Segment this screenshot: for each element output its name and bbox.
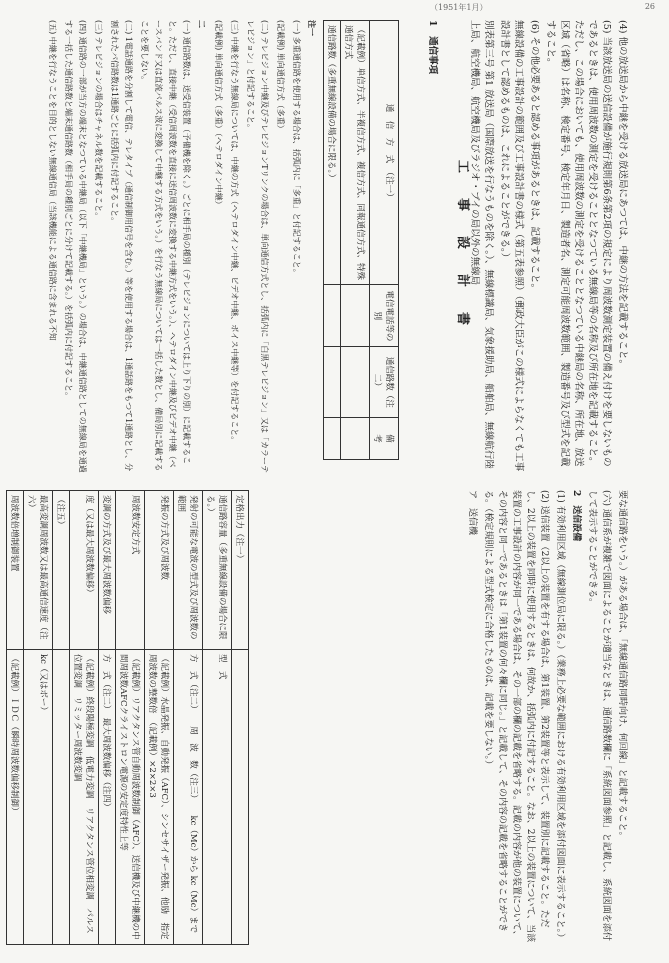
note-line: (一) 通信路数は、送受信装置（予備機を除く。）ごとに相手局の種別（テレビジョンについては上り下りの別）に記載すること。ただし、直接中継（受信周波数を直接に送信周波数に変換する中継方式をいう。）、ヘテロダイン中継及びビデオ中継（ベースバンド又は直流パルス波に変換して中継する方式をいう。）を行なう無線局については一括した数とし、備局別に記載することを要しない。 bbox=[140, 20, 191, 472]
right-block-text bbox=[465, 20, 629, 475]
note-line: (三) テレビジョンの場合はチャネル数を記載すること。 bbox=[94, 20, 103, 221]
comm-table bbox=[323, 20, 399, 460]
comm-th-3: 備 考 bbox=[370, 418, 399, 460]
left-block-text bbox=[463, 490, 629, 945]
notes-label: 注一 bbox=[307, 20, 317, 36]
item-4: (4) 他の放送局から中継を受ける放送局にあつては、中継の方法を記載すること。 bbox=[617, 20, 628, 369]
note-line: (一) 多重通信路を使用する場合は、括弧内に「多重」と付記すること。 bbox=[292, 20, 301, 277]
section-2-a: ア 送信機 bbox=[467, 490, 477, 536]
tx-label: 周波数倍増制御装置 bbox=[7, 491, 24, 650]
table-row bbox=[145, 491, 174, 945]
table-row bbox=[203, 491, 232, 945]
tx-label: 周波数安定方式 bbox=[116, 491, 145, 650]
tx-value: （記載例）ＩＤＣ（瞬時周波数偏移制御） bbox=[7, 650, 24, 945]
comm-cell: （記載例）単信方式、半複信方式、複信方式、同報通信方式、特殊通信方式 bbox=[341, 21, 370, 285]
table-row bbox=[116, 491, 145, 945]
transmitter-table bbox=[6, 490, 249, 945]
table-row bbox=[24, 491, 53, 945]
tx-value bbox=[232, 650, 249, 945]
table-row bbox=[232, 491, 249, 945]
table-row bbox=[341, 21, 370, 460]
header-date: （1951年1月） bbox=[430, 3, 488, 12]
comm-cell bbox=[341, 347, 370, 418]
doc-title: 工 事 設 計 書 bbox=[455, 160, 470, 332]
comm-cell bbox=[341, 285, 370, 347]
comm-th-0: 通 信 方 式 （注一） bbox=[370, 21, 399, 285]
tx-value: 型 式 bbox=[203, 650, 232, 945]
comm-cell bbox=[324, 347, 341, 418]
item-annex: 別表第三号 第1 放送局（国際放送を行なうものを除く。）、無線標識局、気象援助局、船舶局、無線航行陸上局、航空機局、航空機局及びラジオ・ブイの局以外の無線局 bbox=[469, 20, 494, 469]
table-row bbox=[99, 491, 116, 945]
tx-label: （注五） bbox=[53, 491, 70, 650]
comm-cell bbox=[324, 285, 341, 347]
notes-block bbox=[43, 20, 319, 475]
note-line: (二) テレビジョン中継及びテレビジョンTリンクの場合は、単向通信方式とし、括弧内に「白黒テレビジョン」又は「カラーテレビジョン」と付記すること。 bbox=[246, 20, 269, 473]
tx-label: 度（又は最大周波数偏移） bbox=[70, 491, 99, 650]
table-row bbox=[53, 491, 70, 945]
table-row bbox=[174, 491, 203, 945]
tx-label: 変調の方式及び最大周波数偏移 bbox=[99, 491, 116, 650]
tx-label: 定格出力（注一） bbox=[232, 491, 249, 650]
comm-cell bbox=[324, 418, 341, 460]
tx-label: 通信路容量（多重無線設備の場合に限る。） bbox=[203, 491, 232, 650]
tx-value: （記載例）水晶発振、自動発振（AFC）、シンセサイザー発振、他励 指定周波数の整数倍 （記載例）×2×2×3 bbox=[145, 650, 174, 945]
left-intro-1: (六) 通信系が複雑で図面によることが適当なときは、通信路数欄に「系統図面参照」と記載し、系統図面を添付して表示することができる。 bbox=[587, 490, 611, 941]
item-form: 無線設備の工事設計の範囲及び工事設計書の様式（第五表参照）（郵政大臣がこの様式によらなくても工事設計書として認めるものは、これによることができる。） bbox=[499, 20, 524, 472]
section-2-2: (2) 送信装置（2以上の装置を有する場合は、第1装置、第2装置等と表示して、装置別に記載すること。ただし、2以上の装置を同時に使用するときは、何故か、括弧内に付記すること。なお、2以上の装置について、当該装置の工事設計の内容が同一である場合は、その一部の欄の記載を省略する。記載の内容が他の装置について、その内容と同一であるときは「第1装置の何々欄に同じ。」と記載して、その内容の記載を省略することができる。（検定規則による型式検定に合格したものは、記載を要しない。） bbox=[483, 490, 549, 943]
note-line: (五) 中継を行なうことを目的としない無線通信局（当該機能による通信路に含まれる不知 bbox=[48, 20, 57, 341]
table-row bbox=[7, 491, 24, 945]
item-5: (5) 当該放送局の送信設備が施行規則第6条第2項の規定により周波数測定装置の備え付けを要しないものであるときは、使用周波数の測定を受けることとなつている無線局等の名称及び所在地を記載すること。ただし、この場合においても、使用周波数の測定を受けることとなつている中継局の名称、所在地、放送区域（省略）は名称、検定番号、検定年月日、製造者名、測定可能周波数範囲、製造番号及び型式を記載すること。 bbox=[545, 20, 612, 467]
page-number: 26 bbox=[644, 2, 655, 11]
tx-value: 方 式（注二） 周 波 数（注三） kc（Mc）から kc（Mc）まで bbox=[174, 650, 203, 945]
section-2-heading: 2 送信設備 bbox=[571, 490, 581, 542]
note-line: (二) 1電話通路を分割して電信、テレタイプ（通信制御用信号を含む。）等を使用する場合は、1通話路をもつて1通路とし、分割されたパ信路数は1通路ごとに括弧内に付記すること。 bbox=[110, 20, 133, 472]
note-line: (三) 中継を行なう無線局については、中継の方式（ヘテロダイン中継、ビデオ中継、ボイス中継等）を付記すること。 bbox=[230, 20, 239, 445]
item-6: (6) その他必要あると認める事項があるときは、記載すること。 bbox=[529, 20, 540, 293]
comm-cell: 通信路数（多重無線設備の場合に限る。） bbox=[324, 21, 341, 285]
table-row bbox=[324, 21, 341, 460]
note-line: (四) 通信路の一部が当方の端末となつている中継局（以下「中継機局」という。）の場合は、中継通信路としての無線局を通過する一括した通信路数と端末通信路数（相手局の種別ごとに分けて記載する。）を括弧内に付記すること。 bbox=[64, 20, 87, 473]
comm-cell bbox=[341, 418, 370, 460]
tx-value: kc（又はボー） bbox=[24, 650, 53, 945]
tx-label: 最高変調周波数又は最高通信速度（注六） bbox=[24, 491, 53, 650]
left-intro-0: 要な通信路をいう。）がある場合は、「無線通信路同時向け、何回線」と記載すること。 bbox=[617, 490, 627, 841]
note-line: (記載例) 単向通信方式（多重）（ヘテロダイン中継） bbox=[214, 20, 223, 209]
tx-value bbox=[53, 650, 70, 945]
note-line: 二 bbox=[197, 20, 207, 28]
tx-value: 方 式（注二） 最大周波数偏移（注四） bbox=[99, 650, 116, 945]
section-1-heading: 1 通信事項 bbox=[427, 20, 438, 75]
table-row bbox=[70, 491, 99, 945]
comm-th-2: 通信路数（注二） bbox=[370, 347, 399, 418]
section-2-1: (1) 有効利用区域（無線測位局に限る。）（業務上必要な範囲における有効利用区域を添付図面に表示すること。） bbox=[555, 490, 565, 943]
tx-value: （記載例）終段陽極変調 低電力変調 リアクタンス管位相変調 パルス位置変調 リミッター周波数変調 bbox=[70, 650, 99, 945]
tx-label: 発振の方式及び周波数 bbox=[145, 491, 174, 650]
note-line: (記載例) 単向通信方式（多重） bbox=[276, 20, 285, 133]
tx-value: （記載例）リアクタンス管自動周波数制御（AFC）、送信機及び中継機の中間周波数AFCクライストロン電源の安定度特性上等 bbox=[116, 650, 145, 945]
comm-th-1: 電信電話等の別 bbox=[370, 285, 399, 347]
tx-label: 発射の可能な電波の型式及び周波数の範囲 bbox=[174, 491, 203, 650]
